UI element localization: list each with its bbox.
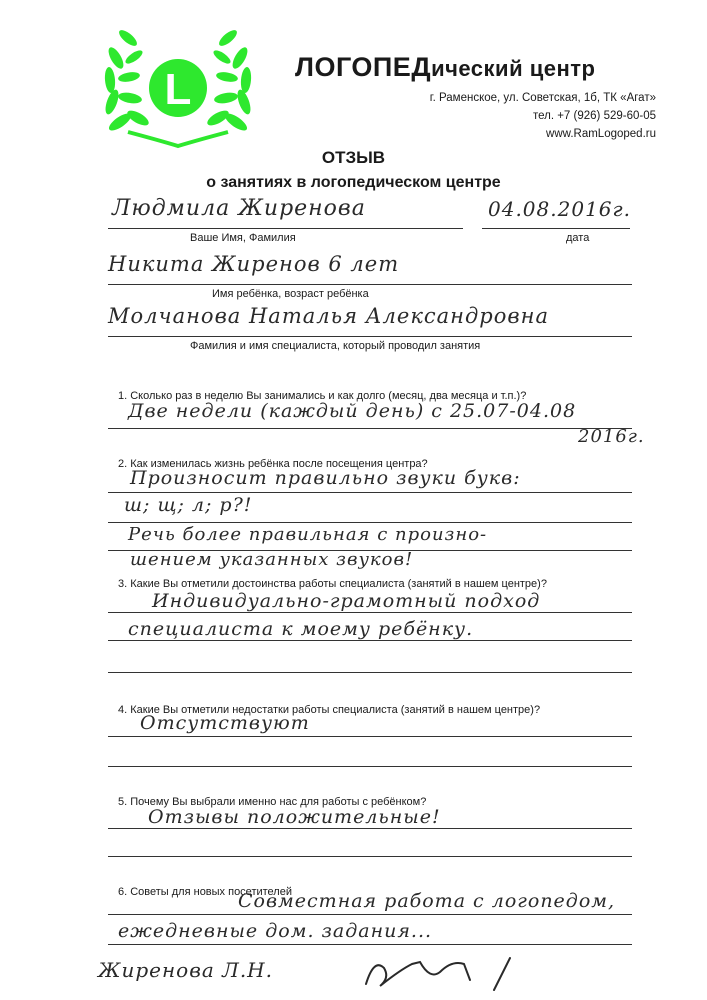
signature-name: Жиренова Л.Н.	[98, 958, 273, 982]
specialist-line	[108, 336, 632, 337]
answer-line	[108, 640, 632, 641]
phone-text: тел. +7 (926) 529-60-05	[532, 110, 656, 122]
logo	[98, 22, 258, 152]
document-subtitle: о занятиях в логопедическом центре	[206, 174, 501, 191]
answer-2-line-1: Произносит правильно звуки букв:	[130, 467, 521, 489]
brand-bold: ЛОГОПЕД	[295, 52, 432, 82]
question-6-label: 6. Советы для новых посетителей	[118, 886, 292, 898]
answer-line	[108, 766, 632, 767]
answer-1-line-2: 2016г.	[578, 426, 645, 447]
answer-line	[108, 492, 632, 493]
answer-line	[108, 612, 632, 613]
answer-4-line-1: Отсутствуют	[140, 712, 310, 734]
specialist-value: Молчанова Наталья Александровна	[108, 304, 549, 328]
name-caption: Ваше Имя, Фамилия	[190, 232, 296, 244]
answer-line	[108, 428, 632, 429]
answer-line	[108, 856, 632, 857]
answer-2-line-4: шением указанных звуков!	[130, 549, 414, 570]
answer-5-line-1: Отзывы положительные!	[148, 806, 441, 828]
signature-scribble-icon	[360, 950, 590, 994]
svg-text:L: L	[164, 65, 192, 114]
brand-rest: ический центр	[431, 56, 596, 81]
answer-line	[108, 736, 632, 737]
name-value: Людмила Жиренова	[112, 196, 366, 221]
name-line	[108, 228, 463, 229]
child-line	[108, 284, 632, 285]
question-3-label: 3. Какие Вы отметили достоинства работы специалиста (занятий в нашем центре)?	[118, 578, 547, 590]
answer-2-line-3: Речь более правильная с произно-	[128, 524, 488, 545]
address-text: г. Раменское, ул. Советская, 1б, ТК «Агат»	[429, 92, 656, 104]
specialist-caption: Фамилия и имя специалиста, который проводил занятия	[190, 340, 481, 352]
question-5-label: 5. Почему Вы выбрали именно нас для работы с ребёнком?	[118, 796, 427, 808]
signature-scribble	[360, 950, 590, 994]
answer-1-line-1: Две недели (каждый день) с 25.07-04.08	[128, 400, 577, 422]
brand-title	[295, 52, 595, 83]
child-caption: Имя ребёнка, возраст ребёнка	[212, 288, 369, 300]
answer-line	[108, 672, 632, 673]
answer-line	[108, 828, 632, 829]
answer-line	[108, 914, 632, 915]
date-caption: дата	[566, 232, 590, 244]
question-1-label: 1. Сколько раз в неделю Вы занимались и как долго (месяц, два месяца и т.п.)?	[118, 390, 527, 402]
answer-line	[108, 944, 632, 945]
answer-line	[108, 522, 632, 523]
answer-6-line-2: ежедневные дом. задания...	[118, 920, 433, 942]
question-4-label: 4. Какие Вы отметили недостатки работы специалиста (занятий в нашем центре)?	[118, 704, 541, 716]
answer-6-line-1: Совместная работа с логопедом,	[238, 890, 616, 912]
answer-3-line-2: специалиста к моему ребёнку.	[128, 618, 474, 640]
website-link[interactable]: www.RamLogoped.ru	[546, 128, 656, 140]
answer-3-line-1: Индивидуально-грамотный подход	[152, 590, 541, 612]
answer-2-line-2: ш; щ; л; р?!	[124, 494, 253, 516]
question-2-label: 2. Как изменилась жизнь ребёнка после посещения центра?	[118, 458, 428, 470]
date-line	[482, 228, 630, 229]
document-title: ОТЗЫВ	[321, 148, 386, 167]
date-value: 04.08.2016г.	[488, 197, 631, 221]
laurel-wreath-icon	[98, 22, 258, 152]
child-value: Никита Жиренов 6 лет	[108, 252, 400, 276]
